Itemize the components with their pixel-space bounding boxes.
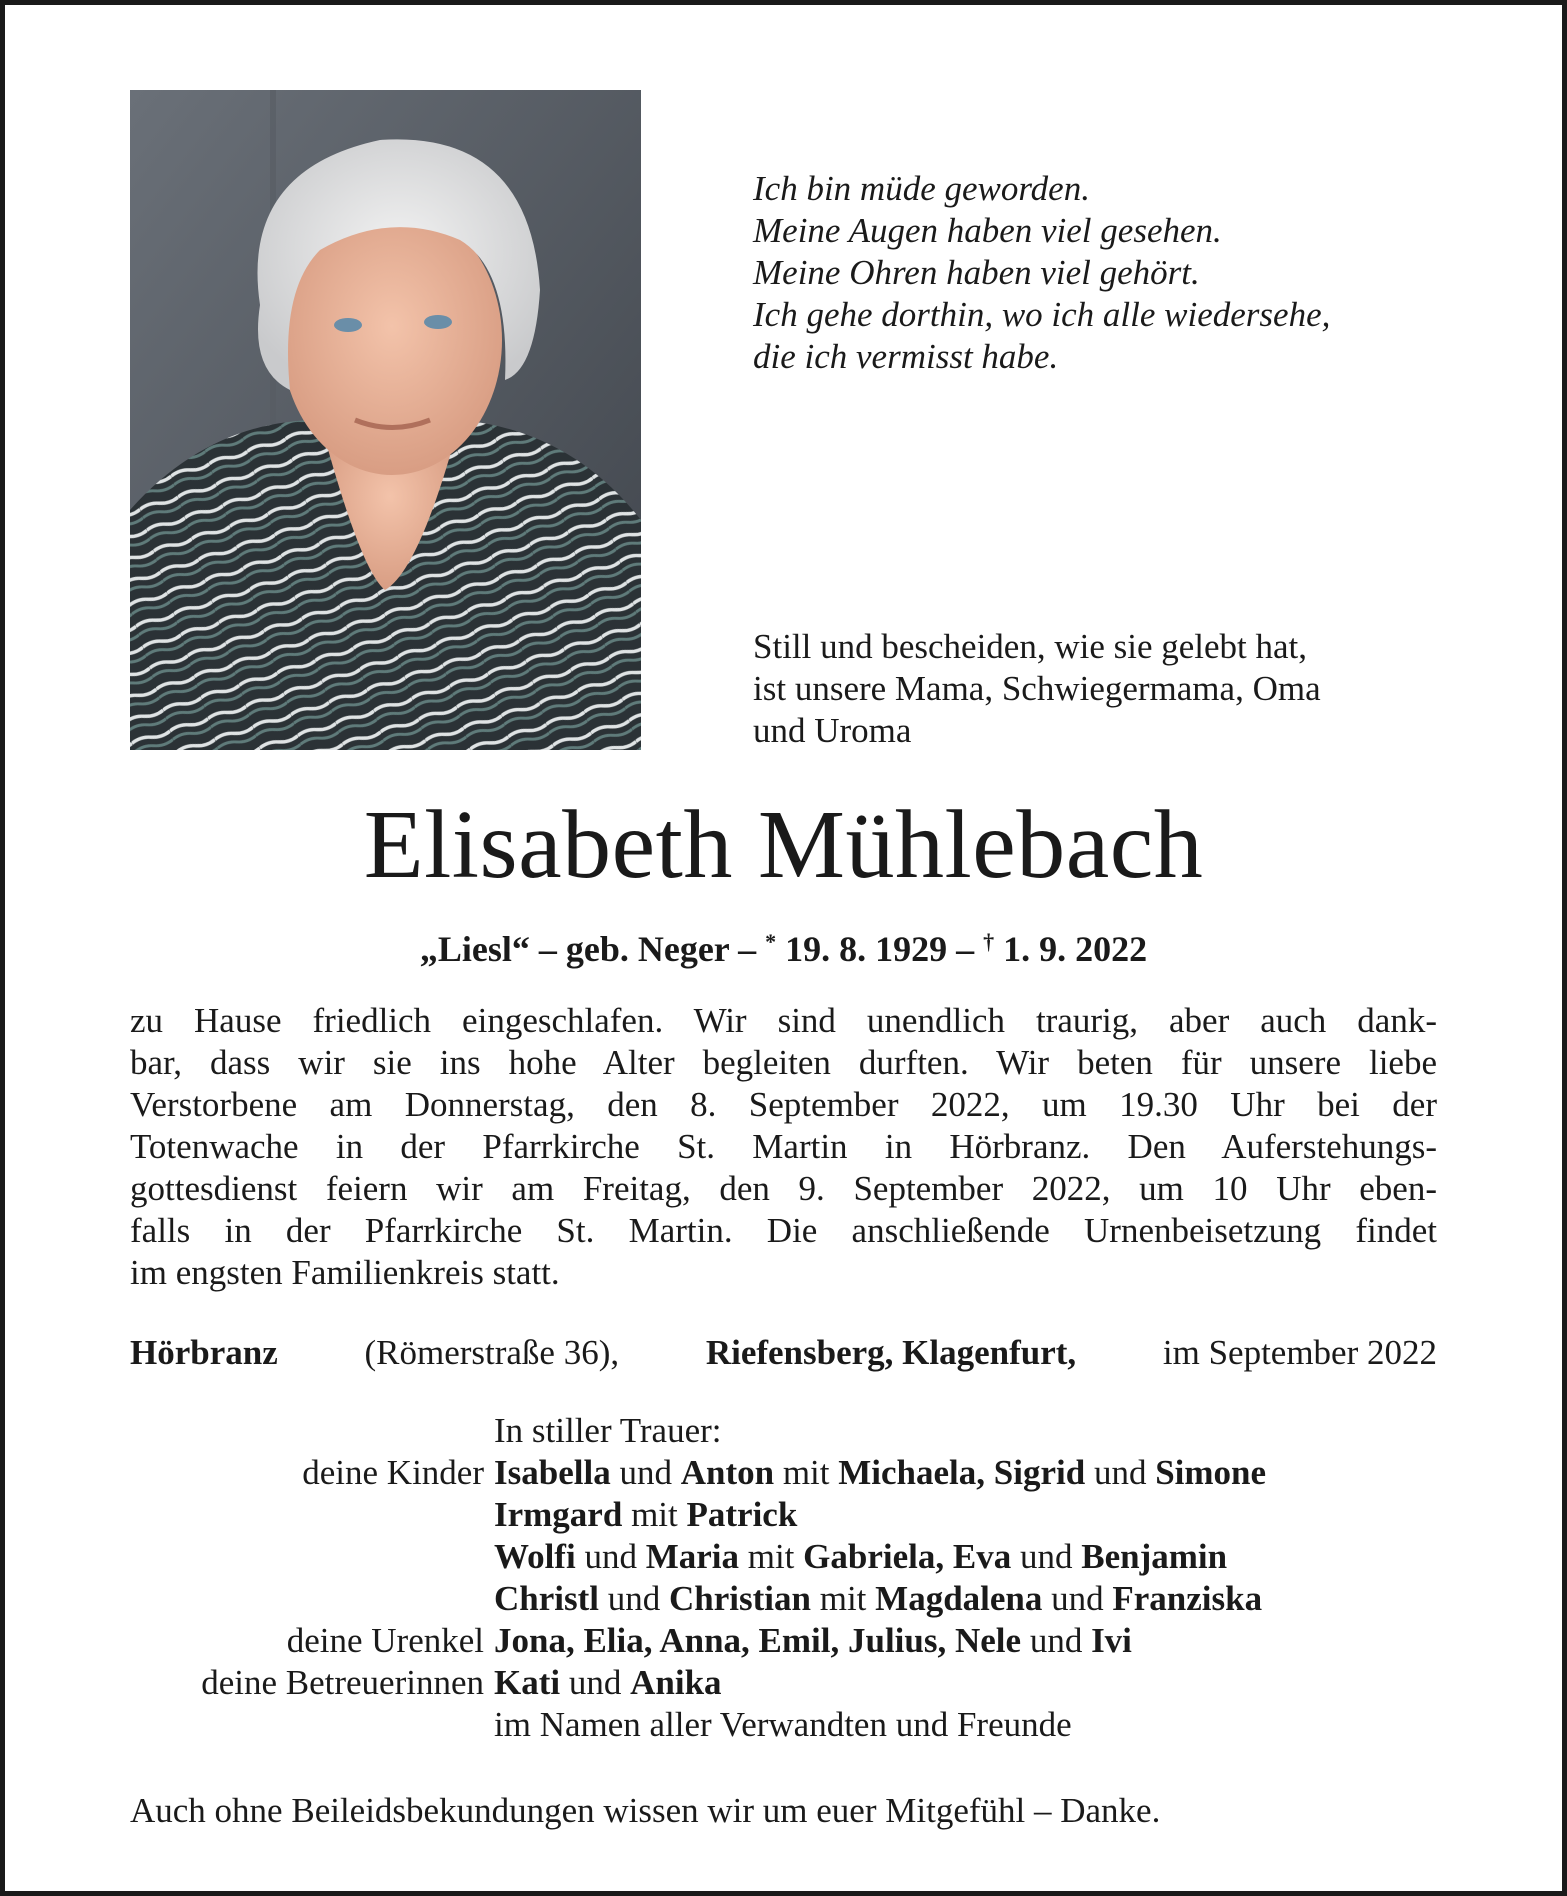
mourner-connector: und <box>1085 1453 1156 1492</box>
mourner-names <box>494 1662 1437 1704</box>
mourner-connector: und <box>610 1453 681 1492</box>
place-others: Riefensberg, Klagenfurt, <box>705 1333 1077 1372</box>
mourner-name: Kati <box>494 1663 561 1702</box>
mourner-names <box>494 1494 1437 1536</box>
mourner-rows <box>130 1452 1437 1746</box>
mourner-relation <box>130 1704 494 1746</box>
mourner-names <box>494 1536 1437 1578</box>
body-line: zu Hause friedlich eingeschlafen. Wir sind unendlich traurig, aber auch dank- <box>130 1001 1437 1040</box>
place-and-date <box>130 1332 1437 1374</box>
portrait-illustration <box>130 90 641 750</box>
death-date: 1. 9. 2022 <box>994 929 1148 969</box>
mourner-connector: mit <box>810 1579 876 1618</box>
mourner-relation <box>130 1578 494 1620</box>
poem-line: Ich bin müde geworden. <box>753 169 1090 208</box>
mourners-heading-row <box>130 1410 1437 1452</box>
mourner-relation <box>130 1536 494 1578</box>
mourner-row <box>130 1452 1437 1494</box>
body-line: im engsten Familienkreis statt. <box>130 1253 560 1292</box>
intro-text <box>753 626 1473 752</box>
mourner-name: Christl <box>494 1579 599 1618</box>
closing-line: Auch ohne Beileidsbekundungen wissen wir um euer Mitgefühl – Danke. <box>130 1791 1161 1830</box>
mourner-names <box>494 1704 1437 1746</box>
mourner-connector: mit <box>622 1495 687 1534</box>
poem-line: Meine Ohren haben viel gehört. <box>753 253 1200 292</box>
death-symbol: † <box>983 929 995 954</box>
body-line: Totenwache in der Pfarrkirche St. Martin in Hörbranz. Den Auferstehungs- <box>130 1127 1437 1166</box>
mourner-row <box>130 1494 1437 1536</box>
place-date: im September 2022 <box>1162 1333 1437 1372</box>
place-town: Hörbranz <box>130 1333 278 1372</box>
birth-date: 19. 8. 1929 – <box>776 929 984 969</box>
portrait-photo <box>130 90 641 750</box>
birth-symbol: * <box>765 929 777 954</box>
mourner-name: Simone <box>1155 1453 1267 1492</box>
mourner-connector: und <box>575 1537 646 1576</box>
mourner-name: Wolfi <box>494 1537 576 1576</box>
mourner-name: Gabriela, Eva <box>803 1537 1012 1576</box>
body-line: falls in der Pfarrkirche St. Martin. Die anschließende Urnenbeisetzung findet <box>130 1211 1437 1250</box>
announcement-text <box>130 1000 1437 1294</box>
mourner-name: Ivi <box>1091 1621 1132 1660</box>
mourner-connector: und <box>560 1663 631 1702</box>
intro-line: und Uroma <box>753 711 912 750</box>
mourner-connector: und <box>1011 1537 1082 1576</box>
poem-line: die ich vermisst habe. <box>753 337 1059 376</box>
poem <box>753 168 1473 378</box>
intro-line: Still und bescheiden, wie sie gelebt hat, <box>753 627 1308 666</box>
mourner-name: Anton <box>680 1453 775 1492</box>
body-line: gottesdienst feiern wir am Freitag, den 9. September 2022, um 10 Uhr eben- <box>130 1169 1437 1208</box>
mourner-connector: mit <box>774 1453 839 1492</box>
place-address: (Römerstraße 36), <box>364 1333 620 1372</box>
mourner-connector: im Namen aller Verwandten und Freunde <box>494 1705 1072 1744</box>
mourner-name: Benjamin <box>1081 1537 1228 1576</box>
mourner-relation: deine Betreuerinnen <box>201 1663 484 1702</box>
mourner-row <box>130 1536 1437 1578</box>
mourner-names <box>494 1578 1437 1620</box>
mourner-row <box>130 1704 1437 1746</box>
body-line: bar, dass wir sie ins hohe Alter begleiten durften. Wir beten für unsere liebe <box>130 1043 1437 1082</box>
nickname-maiden-name: „Liesl“ – geb. Neger – <box>419 929 766 969</box>
mourner-row <box>130 1578 1437 1620</box>
mourner-relation <box>130 1494 494 1536</box>
deceased-name: Elisabeth Mühlebach <box>363 791 1204 899</box>
mourner-relation: deine Kinder <box>302 1453 484 1492</box>
mourner-names <box>494 1452 1437 1494</box>
poem-line: Meine Augen haben viel gesehen. <box>753 211 1222 250</box>
mourner-name: Jona, Elia, Anna, Emil, Julius, Nele <box>494 1621 1022 1660</box>
body-line: Verstorbene am Donnerstag, den 8. September 2022, um 19.30 Uhr bei der <box>130 1085 1437 1124</box>
mourner-name: Irmgard <box>494 1495 623 1534</box>
poem-line: Ich gehe dorthin, wo ich alle wiedersehe, <box>753 295 1331 334</box>
mourner-connector: mit <box>738 1537 804 1576</box>
mourners-heading: In stiller Trauer: <box>494 1411 722 1450</box>
mourner-name: Anika <box>630 1663 722 1702</box>
mourner-name: Franziska <box>1112 1579 1263 1618</box>
mourner-name: Christian <box>669 1579 811 1618</box>
mourner-row <box>130 1662 1437 1704</box>
intro-line: ist unsere Mama, Schwiegermama, Oma <box>753 669 1321 708</box>
mourner-name: Michaela, Sigrid <box>838 1453 1086 1492</box>
mourner-name: Isabella <box>494 1453 611 1492</box>
mourners-list <box>130 1410 1437 1746</box>
mourner-name: Maria <box>645 1537 739 1576</box>
mourner-names <box>494 1620 1437 1662</box>
life-dates <box>0 920 1567 971</box>
mourner-connector: und <box>599 1579 669 1618</box>
mourner-name: Magdalena <box>875 1579 1043 1618</box>
mourner-name: Patrick <box>686 1495 798 1534</box>
mourner-connector: und <box>1042 1579 1113 1618</box>
mourner-row <box>130 1620 1437 1662</box>
mourner-connector: und <box>1021 1621 1092 1660</box>
mourner-relation: deine Urenkel <box>286 1621 484 1660</box>
